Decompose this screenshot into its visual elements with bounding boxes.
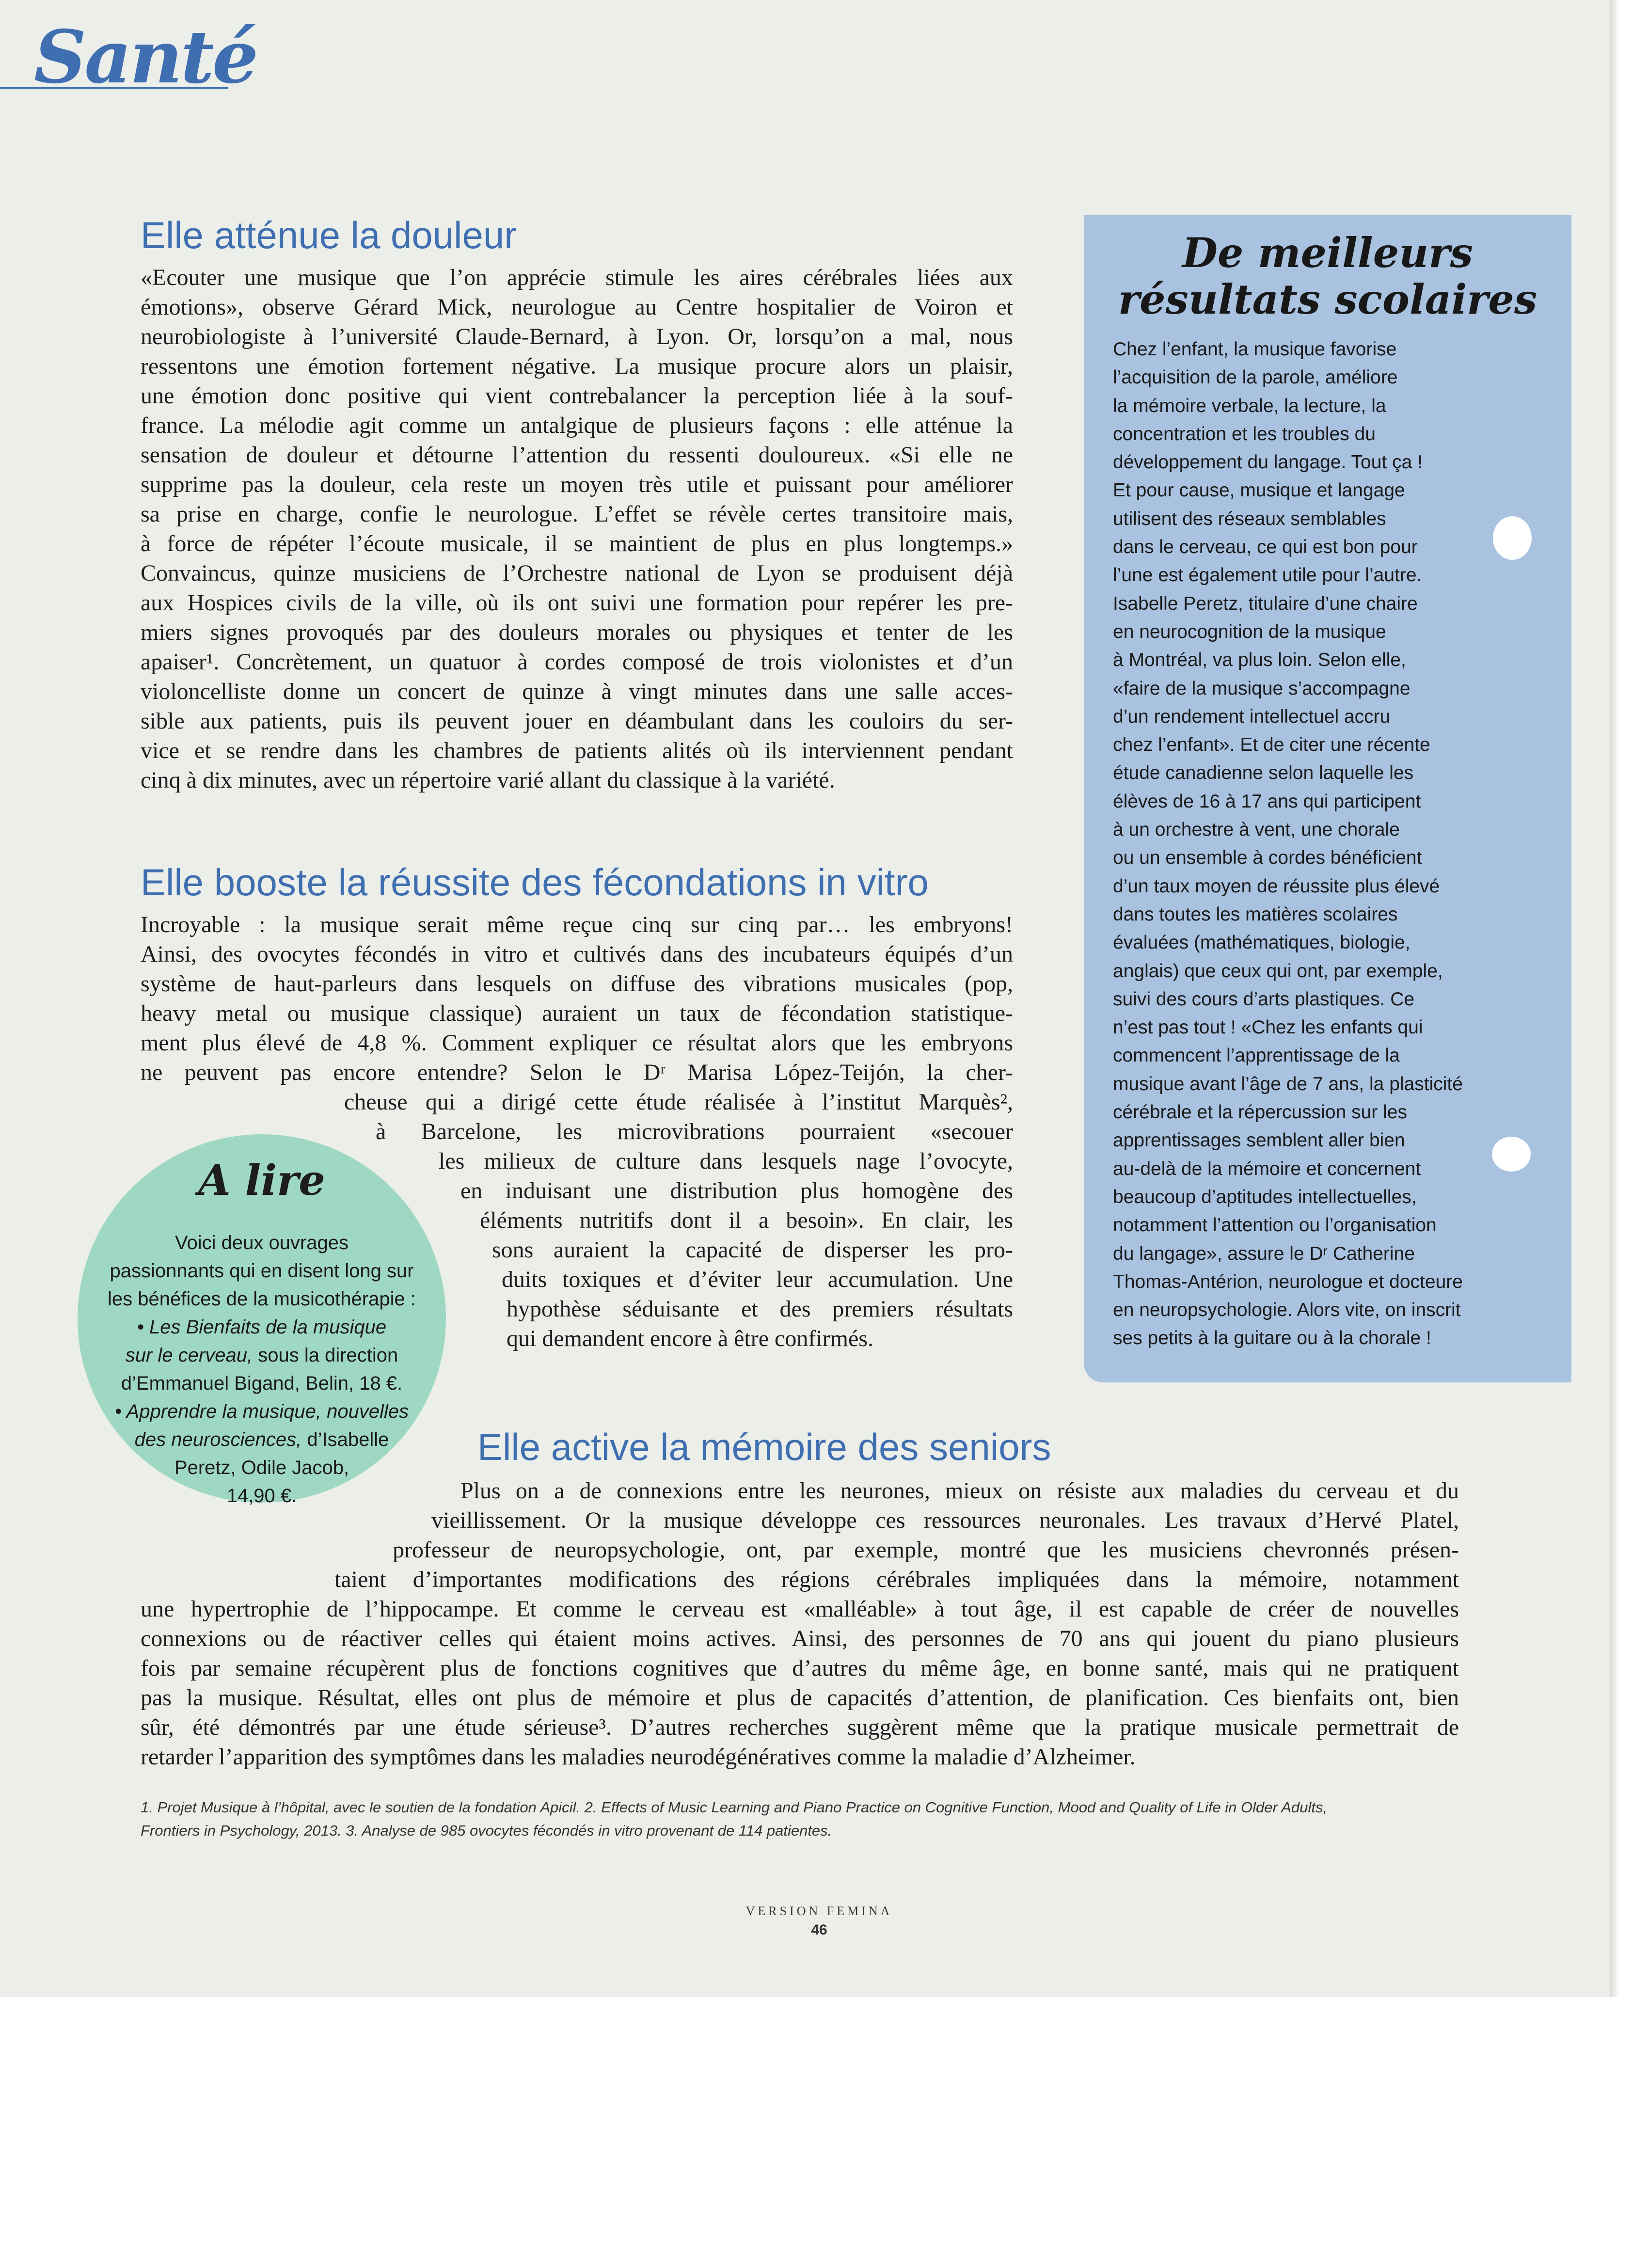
text-line: professeur de neuropsychologie, ont, par exemple, montré que les musiciens chevronnés présen- (393, 1537, 1459, 1563)
page-number: 46 (811, 1922, 827, 1938)
text-line: en neuropsychologie. Alors vite, on inscrit (1113, 1300, 1461, 1321)
book-2-price: 14,90 €. (226, 1485, 297, 1507)
text-line: qui demandent encore à être confirmés. (507, 1326, 873, 1351)
text-line: hypothèse séduisante et des premiers résultats (507, 1296, 1013, 1322)
text-line: beaucoup d’aptitudes intellectuelles, (1113, 1186, 1417, 1207)
text-line: l’acquisition de la parole, améliore (1113, 367, 1398, 388)
section-body-memory (141, 1476, 1459, 1786)
reading-title: A lire (198, 1156, 326, 1205)
rubric-title: Santé (34, 15, 257, 100)
book-2-title-cont: des neurosciences, (134, 1429, 302, 1450)
text-line: ressentons une émotion fortement négative. La musique procure alors un plaisir, (141, 353, 1013, 379)
text-line: supprime pas la douleur, cela reste un moyen très utile et puissant pour améliorer (141, 472, 1013, 497)
text-line: vice et se rendre dans les chambres de patients alités où ils interviennent pendant (141, 738, 1013, 763)
book-2-credit: d’Isabelle (301, 1429, 389, 1450)
text-line: «Ecouter une musique que l’on apprécie stimule les aires cérébrales liées aux (141, 265, 1013, 290)
text-line: à force de répéter l’écoute musicale, il se maintient de plus en plus longtemps.» (141, 531, 1013, 556)
text-line: Ainsi, des ovocytes fécondés in vitro et cultivés dans des incubateurs équipés d’un (141, 941, 1013, 967)
text-line: pas la musique. Résultat, elles ont plus de mémoire et plus de capacités d’attention, de planification. Ces bienfaits ont, bien (141, 1685, 1459, 1711)
text-line: Et pour cause, musique et langage (1113, 480, 1405, 501)
text-line: à Montréal, va plus loin. Selon elle, (1113, 650, 1406, 671)
text-line: miers signes provoqués par des douleurs morales ou physiques et tenter de les (141, 619, 1013, 645)
page-edge (1610, 0, 1619, 1997)
text-line: retarder l’apparition des symptômes dans les maladies neurodégénératives comme la maladie d’Alzheimer. (141, 1744, 1136, 1770)
text-line: Convaincus, quinze musiciens de l’Orchestre national de Lyon se produisent déjà (141, 560, 1013, 586)
text-line: éléments nutritifs dont il a besoin». En clair, les (480, 1207, 1013, 1233)
text-line: utilisent des réseaux semblables (1113, 508, 1386, 529)
punch-hole-bottom (1492, 1137, 1531, 1172)
reading-intro-line: les bénéfices de la musicothérapie : (108, 1288, 416, 1310)
reading-intro-line: Voici deux ouvrages (174, 1232, 349, 1253)
text-line: sons auraient la capacité de disperser les pro- (492, 1237, 1013, 1263)
text-line: l’une est également utile pour l’autre. (1113, 565, 1422, 586)
text-line: élèves de 16 à 17 ans qui participent (1113, 791, 1421, 812)
text-line: en neurocognition de la musique (1113, 621, 1386, 642)
text-line: sible aux patients, puis ils peuvent jouer en déambulant dans les couloirs du ser- (141, 708, 1013, 734)
footnote-line: 1. Projet Musique à l’hôpital, avec le soutien de la fondation Apicil. 2. Effects of Music Learning and Piano Practice on Cognitive Function, Mood and Quality of Life in Older Adults, (141, 1799, 1328, 1816)
sidebar-title-line1: De meilleurs (1182, 229, 1473, 277)
sidebar-box (1084, 215, 1571, 1382)
text-line: connexions ou de réactiver celles qui étaient moins actives. Ainsi, des personnes de 70 ans qui jouent du piano plusieurs (141, 1626, 1459, 1651)
section-heading-memory: Elle active la mémoire des seniors (477, 1426, 1051, 1468)
text-line: heavy metal ou musique classique) auraient un taux de fécondation statistique- (141, 1000, 1013, 1026)
sidebar-title-line2: résultats scolaires (1118, 275, 1537, 323)
text-line: la mémoire verbale, la lecture, la (1113, 395, 1386, 416)
text-line: système de haut-parleurs dans lesquels on diffuse des vibrations musicales (pop, (141, 971, 1013, 997)
book-1-publisher: d’Emmanuel Bigand, Belin, 18 €. (121, 1373, 403, 1394)
text-line: cérébrale et la répercussion sur les (1113, 1102, 1407, 1123)
text-line: étude canadienne selon laquelle les (1113, 762, 1414, 784)
text-line: émotions», observe Gérard Mick, neurologue au Centre hospitalier de Voiron et (141, 294, 1013, 320)
footnote-line: Frontiers in Psychology, 2013. 3. Analyse de 985 ovocytes fécondés in vitro provenant de 114 patientes. (141, 1822, 832, 1839)
text-line: du langage», assure le Dʳ Catherine (1113, 1243, 1415, 1264)
text-line: ses petits à la guitare ou à la chorale ! (1113, 1328, 1431, 1349)
text-line: «faire de la musique s’accompagne (1113, 678, 1410, 699)
text-line: neurobiologiste à l’université Claude-Bernard, à Lyon. Or, lorsqu’on a mal, nous (141, 324, 1013, 349)
text-line: dans toutes les matières scolaires (1113, 904, 1398, 925)
text-line: sa prise en charge, confie le neurologue. L’effet se révèle certes transitoire mais, (141, 501, 1013, 527)
section-heading-pain: Elle atténue la douleur (141, 214, 517, 256)
text-line: chez l’enfant». Et de citer une récente (1113, 734, 1430, 756)
sidebar-text (1113, 335, 1549, 1353)
text-line: à un orchestre à vent, une chorale (1113, 819, 1400, 841)
text-line: sûr, été démontrés par une étude sérieuse³. D’autres recherches suggèrent même que la pratique musicale permettrait de (141, 1714, 1459, 1740)
section-heading-ivf: Elle booste la réussite des fécondations in vitro (141, 861, 929, 904)
text-line: évaluées (mathématiques, biologie, (1113, 932, 1410, 953)
text-line: violoncelliste donne un concert de quinze à vingt minutes dans une salle acces- (141, 679, 1013, 704)
text-line: anglais) que ceux qui ont, par exemple, (1113, 960, 1443, 982)
footnotes (141, 1796, 1435, 1842)
reading-list (87, 1229, 436, 1510)
text-line: ne peuvent pas encore entendre? Selon le Dʳ Marisa López-Teijón, la cher- (141, 1060, 1013, 1085)
text-line: d’un rendement intellectuel accru (1113, 706, 1391, 727)
text-line: Thomas-Antérion, neurologue et docteure (1113, 1271, 1463, 1292)
text-line: fois par semaine récupèrent plus de fonctions cognitives que d’autres du même âge, en bonne santé, mais qui ne pratiquent (141, 1655, 1459, 1681)
punch-hole-top (1493, 516, 1532, 560)
text-line: france. La mélodie agit comme un antalgique de plusieurs façons : elle atténue la (141, 412, 1013, 438)
text-line: les milieux de culture dans lesquels nage l’ovocyte, (439, 1148, 1013, 1174)
text-line: vieillissement. Or la musique développe ces ressources neuronales. Les travaux d’Hervé Platel, (431, 1507, 1459, 1533)
text-line: Isabelle Peretz, titulaire d’une chaire (1113, 593, 1418, 614)
text-line: musique avant l’âge de 7 ans, la plasticité (1113, 1073, 1463, 1094)
text-line: cheuse qui a dirigé cette étude réalisée à l’institut Marquès², (344, 1089, 1013, 1115)
text-line: concentration et les troubles du (1113, 423, 1376, 444)
reading-intro-line: passionnants qui en disent long sur (110, 1260, 414, 1282)
text-line: apprentissages semblent aller bien (1113, 1130, 1405, 1151)
text-line: d’un taux moyen de réussite plus élevé (1113, 875, 1440, 897)
text-line: commencent l’apprentissage de la (1113, 1045, 1400, 1066)
text-line: ou un ensemble à cordes bénéficient (1113, 847, 1422, 869)
text-line: Incroyable : la musique serait même reçue cinq sur cinq par… les embryons! (141, 912, 1013, 937)
text-line: développement du langage. Tout ça ! (1113, 452, 1423, 473)
text-line: Plus on a de connexions entre les neurones, mieux on résiste aux maladies du cerveau et du (460, 1478, 1459, 1504)
text-line: ment plus élevé de 4,8 %. Comment expliquer ce résultat alors que les embryons (141, 1030, 1013, 1056)
text-line: apaiser¹. Concrètement, un quatuor à cordes composé de trois violonistes et d’un (141, 649, 1013, 675)
book-1-title: • Les Bienfaits de la musique (137, 1316, 387, 1338)
text-line: en induisant une distribution plus homogène des (460, 1178, 1013, 1204)
book-2-title: • Apprendre la musique, nouvelles (114, 1401, 409, 1422)
magazine-name: VERSION FEMINA (745, 1904, 893, 1918)
text-line: notamment l’attention ou l’organisation (1113, 1215, 1437, 1236)
text-line: sensation de douleur et détourne l’attention du ressenti douloureux. «Si elle ne (141, 442, 1013, 468)
text-line: une hypertrophie de l’hippocampe. Et comme le cerveau est «malléable» à tout âge, il est capable de créer de nouvelles (141, 1596, 1459, 1622)
section-body-pain (141, 263, 1013, 795)
text-line: cinq à dix minutes, avec un répertoire varié allant du classique à la variété. (141, 767, 835, 793)
text-line: à Barcelone, les microvibrations pourraient «secouer (376, 1119, 1013, 1144)
text-line: duits toxiques et d’éviter leur accumulation. Une (502, 1267, 1013, 1292)
text-line: au-delà de la mémoire et concernent (1113, 1158, 1421, 1179)
text-line: n’est pas tout ! «Chez les enfants qui (1113, 1017, 1423, 1038)
book-2-publisher: Peretz, Odile Jacob, (174, 1457, 349, 1478)
text-line: aux Hospices civils de la ville, où ils ont suivi une formation pour repérer les pre- (141, 590, 1013, 616)
book-1-title-cont: sur le cerveau, (125, 1345, 253, 1366)
text-line: dans le cerveau, ce qui est bon pour (1113, 537, 1418, 558)
text-line: une émotion donc positive qui vient contrebalancer la perception liée à la souf- (141, 383, 1013, 409)
book-1-credit: sous la direction (253, 1345, 398, 1366)
text-line: Chez l’enfant, la musique favorise (1113, 339, 1397, 360)
text-line: suivi des cours d’arts plastiques. Ce (1113, 988, 1415, 1010)
text-line: taient d’importantes modifications des régions cérébrales impliquées dans la mémoire, notamment (334, 1567, 1459, 1592)
